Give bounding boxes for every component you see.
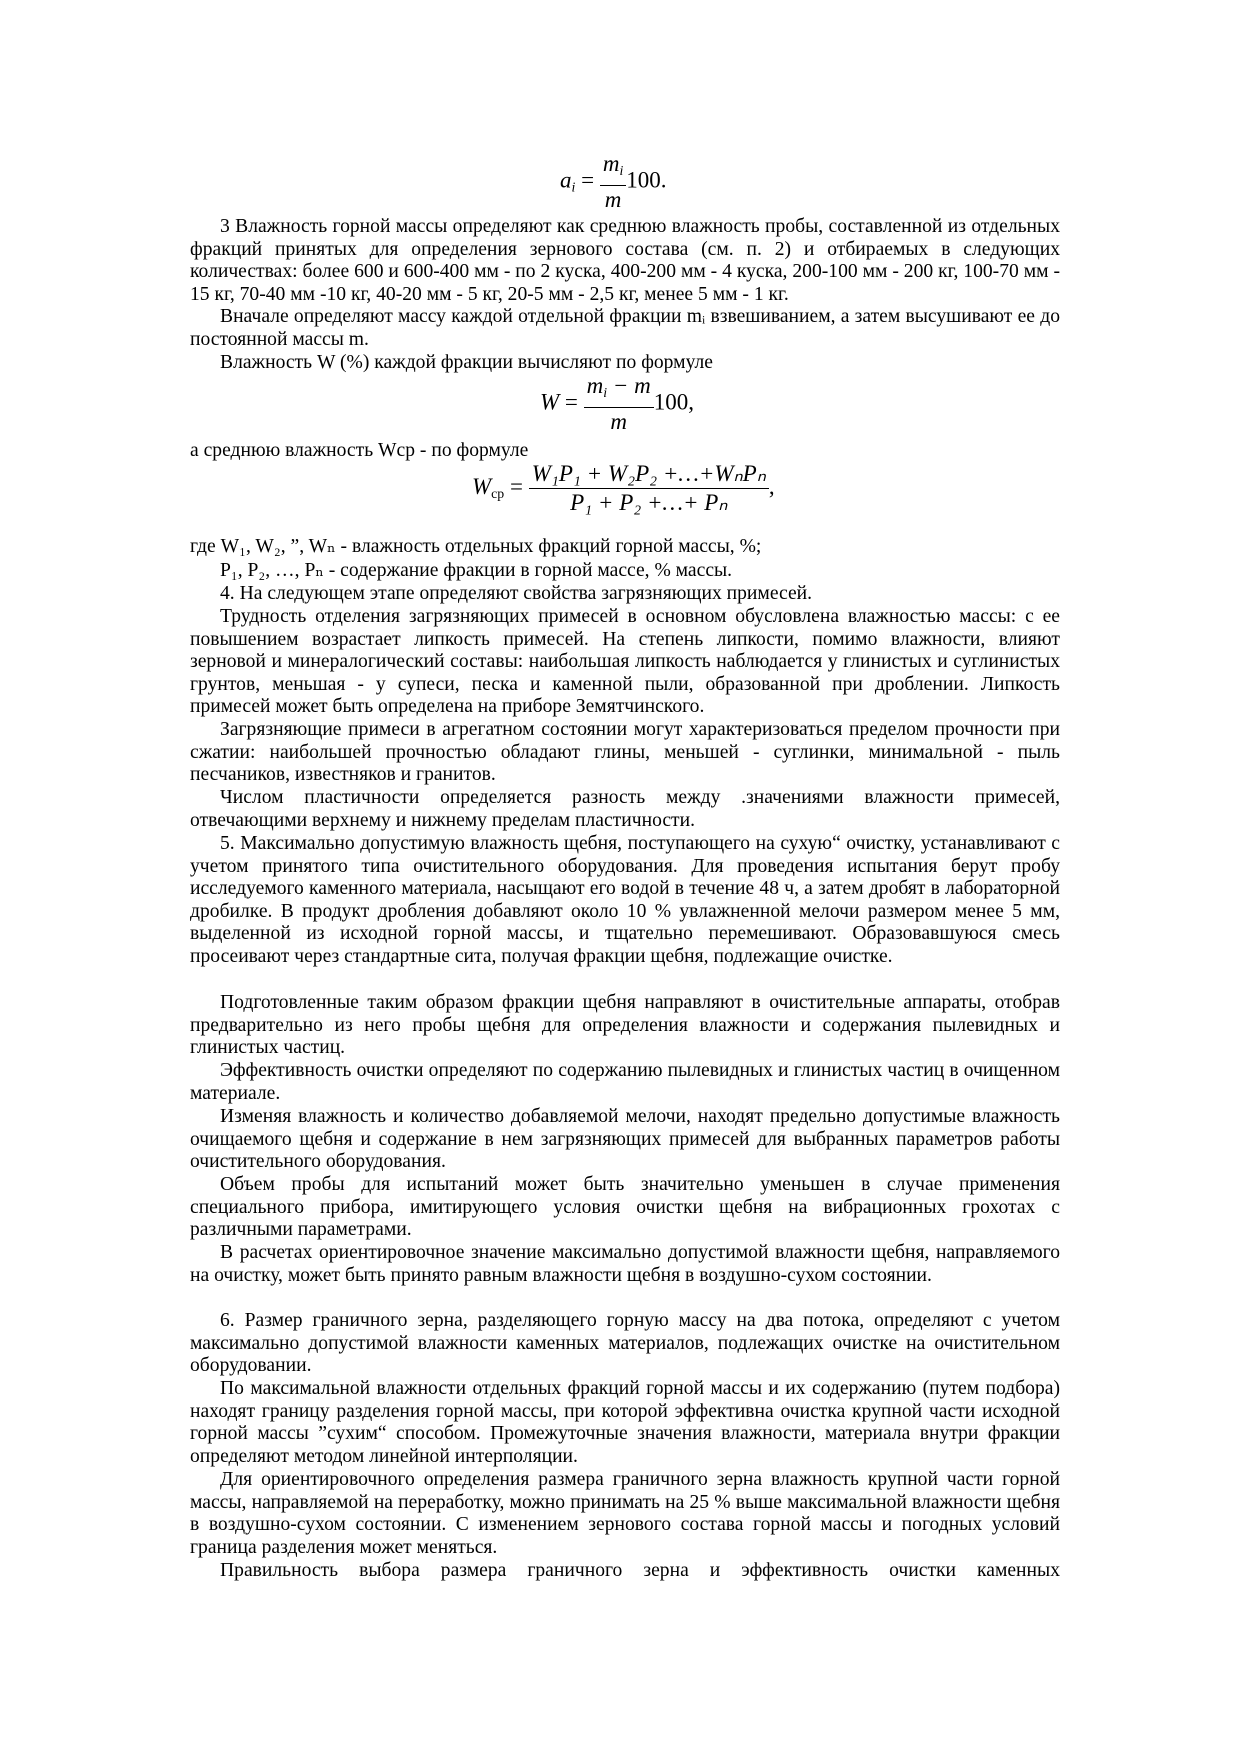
- paragraph-volume: Объем пробы для испытаний может быть значительно уменьшен в случае применения специального прибора, имитирующего условия очистки щебня на вибрационных грохотах с различными параметрами.: [190, 1174, 1060, 1241]
- paragraph-plasticity: Числом пластичности определяется разность между .значениями влажности примесей, отвечающими верхнему и нижнему пределам пластичности.: [190, 787, 1060, 831]
- paragraph-max-moisture: По максимальной влажности отдельных фракций горной массы и их содержанию (путем подбора) находят границу разделения горной массы, при которой эффективна очистка крупной части исходной горной массы ”сухим“ способом. Промежуточные значения влажности, материала внутри фракции определяют методом линейной интерполяции.: [190, 1378, 1060, 1467]
- paragraph-3: 3 Влажность горной массы определяют как среднюю влажность пробы, составленной из отдельных фракций принятых для определения зернового состава (см. п. 2) и отбираемых в следующих количествах: более 600 и 600-400 мм - по 2 куска, 400-200 мм - 4 куска, 200-100 мм - 200 кг, 100-70 мм - 15 кг, 70-40 мм -10 кг, 40-20 мм - 5 кг, 20-5 мм - 2,5 кг, менее 5 мм - 1 кг.: [190, 216, 1060, 305]
- formula-wcp-fraction: $\frac{\text{W₁P₁ + W₂P₂ +…+WₙPₙ}}{\text{P₁ + P₂ +…+ Pₙ}}$: [529, 460, 769, 517]
- paragraph-5: 5. Максимально допустимую влажность щебня, поступающего на сухую“ очистку, устанавливают с учетом принятого типа очистительного оборудования. Для проведения испытания берут пробу исследуемого каменного материала, насыщают его водой в течение 48 ч, а затем дробят в лабораторной дробилке. В продукт дробления добавляют около 10 % увлажненной мелочи размером менее 5 мм, выделенной из исходной горной массы, и тщательно перемешивают. Образовавшуюся смесь просеивают через стандартные сита, получая фракции щебня, подлежащие очистке.: [190, 833, 1060, 967]
- formula-wcp: $W_{ср}$ = $\frac{\text{W₁P₁ + W₂P₂ +…+WₙPₙ}}{\text{P₁ + P₂ +…+ Pₙ}}$ ,: [472, 461, 775, 515]
- paragraph-w-formula-intro: Влажность W (%) каждой фракции вычисляют по формуле: [220, 352, 713, 373]
- paragraph-efficiency: Эффективность очистки определяют по содержанию пылевидных и глинистых частиц в очищенном материале.: [190, 1060, 1060, 1104]
- paragraph-approx: Для ориентировочного определения размера граничного зерна влажность крупной части горной массы, направляемой на переработку, можно принимать на 25 % выше максимальной влажности щебня в воздушно-сухом состоянии. С изменением зернового состава горной массы и погодных условий граница разделения может меняться.: [190, 1469, 1060, 1558]
- paragraph-varying: Изменяя влажность и количество добавляемой мелочи, находят предельно допустимые влажность очищаемого щебня и содержание в нем загрязняющих примесей для выбранных параметров работы очистительного оборудования.: [190, 1106, 1060, 1173]
- formula-w: W = $\frac{m_i - m}{m}$ 100,: [540, 373, 695, 435]
- formula-ai: $a_i$ = $\frac{m_i}{m}$ 100.: [560, 151, 667, 213]
- formula-ai-fraction: $\frac{m_i}{m}$: [600, 150, 626, 214]
- formula-w-fraction: $\frac{m_i - m}{m}$: [584, 372, 654, 436]
- paragraph-mass: Вначале определяют массу каждой отдельной фракции mᵢ взвешиванием, а затем высушивают ее до постоянной массы m.: [190, 306, 1060, 350]
- paragraph-where: где W₁, W₂, ”, Wₙ - влажность отдельных фракций горной массы, %;: [190, 536, 762, 557]
- paragraph-4: 4. На следующем этапе определяют свойства загрязняющих примесей.: [220, 583, 813, 604]
- paragraph-prepared: Подготовленные таким образом фракции щебня направляют в очистительные аппараты, отобрав предварительно из него пробы щебня для определения влажности и содержания пылевидных и глинистых частиц.: [190, 992, 1060, 1059]
- paragraph-correctness: Правильность выбора размера граничного зерна и эффективность очистки каменных: [220, 1560, 1060, 1581]
- paragraph-wcp-intro: а среднюю влажность Wср - по формуле: [190, 440, 529, 461]
- paragraph-stickiness: Трудность отделения загрязняющих примесей в основном обусловлена влажностью массы: с ее повышением возрастает липкость примесей. На степень липкости, помимо влажности, влияют зерновой и минералогический составы: наибольшая липкость наблюдается у глинистых и суглинистых грунтов, меньшая - у супеси, песка и каменной пыли, образованной при дроблении. Липкость примесей может быть определена на приборе Земятчинского.: [190, 606, 1060, 718]
- paragraph-p-def: P₁, P₂, …, Pₙ - содержание фракции в горной массе, % массы.: [220, 560, 733, 581]
- paragraph-6: 6. Размер граничного зерна, разделяющего горную массу на два потока, определяют с учетом максимально допустимой влажности каменных материалов, подлежащих очистке на очистительном оборудовании.: [190, 1310, 1060, 1377]
- paragraph-strength: Загрязняющие примеси в агрегатном состоянии могут характеризоваться пределом прочности при сжатии: наибольшей прочностью обладают глины, меньшей - суглинки, минимальной - пыль песчаников, известняков и гранитов.: [190, 719, 1060, 786]
- formula-ai-lhs: a: [560, 167, 572, 193]
- paragraph-calc: В расчетах ориентировочное значение максимально допустимой влажности щебня, направляемого на очистку, может быть принято равным влажности щебня в воздушно-сухом состоянии.: [190, 1242, 1060, 1286]
